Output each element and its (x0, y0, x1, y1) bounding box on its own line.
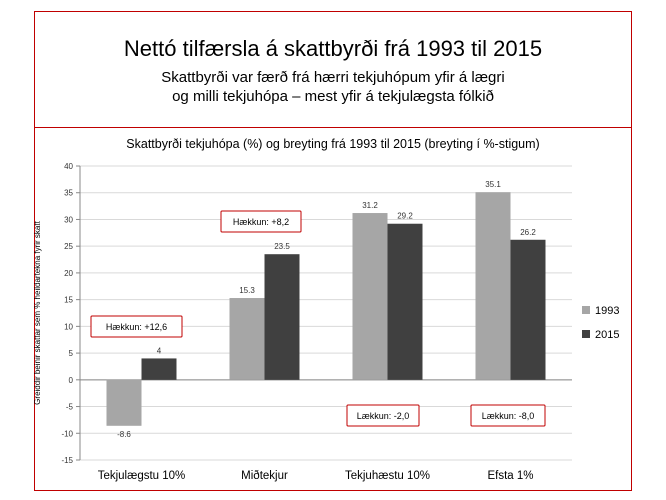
data-label: 26.2 (520, 227, 536, 237)
bar-1993-1 (230, 298, 265, 380)
y-tick-label: 40 (64, 162, 73, 171)
y-axis-label: Greiddir beinir skattar sem % heildartekna fyrir skatt (33, 221, 42, 405)
legend-swatch-2015 (582, 330, 590, 338)
y-tick-label: 5 (68, 349, 73, 359)
data-label: 23.5 (274, 242, 290, 252)
bar-2015-2 (388, 224, 423, 380)
bar-1993-3 (476, 192, 511, 380)
y-tick-label: -10 (61, 429, 73, 439)
y-tick-label: 20 (64, 268, 73, 278)
category-label: Tekjuhæstu 10% (344, 470, 431, 482)
annotation-label: Lækkun: -8,0 (481, 411, 535, 421)
y-tick-label: -15 (61, 456, 73, 465)
bar-2015-3 (511, 240, 546, 380)
y-tick-label: 35 (64, 188, 73, 198)
subtitle-line-1: Skattbyrði var færð frá hærri tekjuhópum yfir á lægri (161, 69, 505, 86)
data-label: -8.6 (117, 429, 131, 439)
page-title: Nettó tilfærsla á skattbyrði frá 1993 til 2015 (123, 36, 543, 61)
bar-2015-0 (142, 358, 177, 379)
data-label: 31.2 (362, 201, 378, 211)
y-tick-label: 10 (64, 322, 73, 332)
data-label: 15.3 (239, 286, 255, 296)
y-tick-label: 30 (64, 215, 73, 225)
legend-label-2015: 2015 (595, 329, 620, 341)
annotation-label: Hækkun: +8,2 (232, 217, 290, 227)
chart-title: Skattbyrði tekjuhópa (%) og breyting frá 1993 til 2015 (breyting í %-stigum) (126, 137, 540, 151)
data-label: 29.2 (397, 211, 413, 221)
y-tick-label: 15 (64, 295, 73, 305)
annotation-label: Hækkun: +12,6 (105, 322, 168, 332)
bar-2015-1 (265, 254, 300, 380)
y-tick-label: -5 (65, 402, 73, 412)
y-tick-label: 25 (64, 242, 73, 252)
subtitle-line-2: og milli tekjuhópa – mest yfir á tekjulægsta fólkið (172, 88, 494, 105)
y-tick-label: 0 (68, 375, 73, 385)
annotation-label: Lækkun: -2,0 (356, 411, 410, 421)
category-label: Efsta 1% (487, 470, 534, 482)
category-label: Miðtekjur (241, 470, 288, 482)
data-label: 4 (156, 346, 162, 356)
data-label: 35.1 (485, 180, 501, 190)
legend-swatch-1993 (582, 306, 590, 314)
bar-1993-2 (353, 213, 388, 380)
category-label: Tekjulægstu 10% (97, 470, 186, 482)
bar-1993-0 (107, 380, 142, 426)
legend-label-1993: 1993 (595, 305, 620, 317)
